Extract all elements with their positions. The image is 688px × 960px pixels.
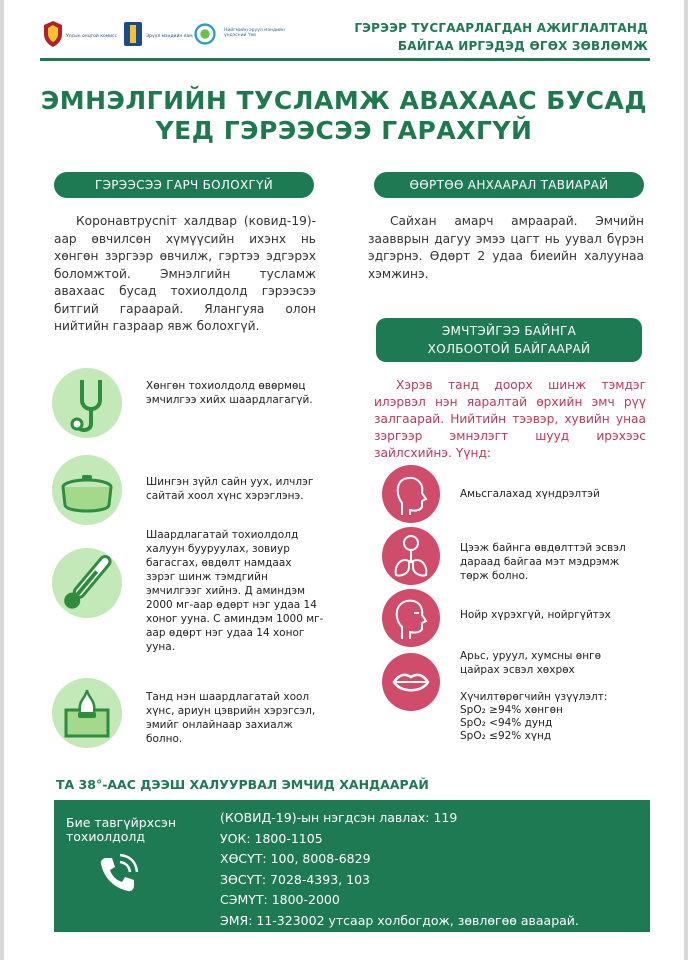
fever-warning: ТА 38°-ААС ДЭЭШ ХАЛУУРВАЛ ЭМЧИД ХАНДААРАЙ	[56, 777, 429, 792]
symptom-3: Нойр хүрэхгүй, нойргүйтэх	[460, 609, 611, 621]
spo2-label: Хүчилтөрөгчийн үзүүлэлт:	[460, 691, 608, 703]
pot-icon-circle	[52, 455, 122, 525]
breathing-face-icon	[382, 465, 440, 523]
phone-icon	[96, 852, 140, 896]
spo2-block	[460, 691, 640, 743]
public-health-center-logo	[194, 20, 304, 54]
header-title-line1: ГЭРЭЭР ТУСГААРЛАГДАН АЖИГЛАЛТАНД	[354, 21, 648, 35]
contact-hosut: ХӨСҮТ: 100, 8008-6829	[220, 851, 371, 866]
logo3-text: Нийгмийн эрүүл мэндийн үндэсний төв	[224, 28, 285, 38]
thermometer-icon-circle	[52, 548, 122, 618]
advice-item-1: Хөнгөн тохиолдолд өвөрмөц эмчилгээ хийх шаардлагагүй.	[146, 380, 313, 406]
thermometer-icon	[52, 548, 122, 618]
lungs-icon-circle	[382, 527, 440, 585]
heading-contact-doctor: ЭМЧТЭЙГЭЭ БАЙНГА ХОЛБООТОЙ БАЙГААРАЙ	[376, 318, 642, 362]
symptom-4: Арьс, уруул, хумсны өнгө цайрах эсвэл хөхрөх	[460, 650, 602, 676]
main-title	[4, 86, 684, 146]
spo2-line-moderate: SpO₂ <94% дунд	[460, 717, 553, 729]
symptom-2: Цээж байнга өвдөлттэй эсвэл дараад байгаа мэт мэдрэмж төрж болно.	[460, 542, 626, 582]
breathing-face-icon-circle	[382, 465, 440, 523]
advice-item-2: Шингэн зүйл сайн уух, илчлэг сайтай хоол хүнс хэрэглэнэ.	[146, 476, 314, 502]
header-title-line2: БАЙГАА ИРГЭДЭД ӨГӨХ ЗӨВЛӨМЖ	[397, 39, 648, 53]
logo2-text: Эрүүл мэндийн яам	[146, 34, 193, 39]
lungs-icon	[382, 527, 440, 585]
sleepy-face-icon-circle	[382, 589, 440, 647]
emergency-commission-logo	[42, 20, 117, 54]
heading-self-care: ӨӨРТӨӨ АНХААРАЛ ТАВИАРАЙ	[374, 172, 644, 198]
soyombo-emblem-icon	[122, 20, 144, 48]
footer-contacts	[54, 800, 650, 932]
globe-emblem-icon	[194, 20, 216, 48]
emergency-label: Бие тавгүйрхсэн тохиолдолд	[66, 815, 176, 844]
pot-icon	[52, 455, 122, 525]
tissue-box-icon	[52, 678, 122, 748]
contact-doctor-paragraph: Хэрэв танд доорх шинж тэмдэг илэрвэл нэн яаралтай өрхийн эмч рүү залгаарай. Нийтийн тээвэр, хувийн унаа зэргээр эмнэлэгт шууд ирэхээс зайлсхийнэ. Үүнд:	[374, 378, 646, 460]
tissue-box-icon-circle	[52, 678, 122, 748]
self-care-paragraph: Сайхан амарч амраарай. Эмчийн заавврын дагуу эмээ цагт нь уувал бүрэн эдгэрнэ. Өдөрт 2 удаа биеийн халуунаа хэмжинэ.	[368, 214, 644, 281]
stethoscope-icon	[52, 368, 122, 438]
logo1-text: Улсын онцгой комисс	[66, 34, 117, 39]
header-title	[354, 19, 648, 55]
spo2-line-severe: SpO₂ ≤92% хүнд	[460, 730, 552, 742]
contact-semut: СЭМҮТ: 1800-2000	[220, 892, 340, 907]
stay-home-paragraph: Коронавтрусniт халдвар (ковид-19)-аар өвчилсөн хүмүүсийн ихэнх нь хөнгөн зэргээр өвчилж, гэртээ эдгэрэх боломжтой. Эмнэлгийн тусламж авахаас бусад тохиолдолд гэрээсээ битгий гараарай. Ялангуяа олон нийтийн газраар явж болохгүй.	[54, 214, 316, 333]
contacts-list	[220, 808, 579, 931]
symptom-1: Амьсгалахад хүндрэлтэй	[460, 488, 600, 500]
stethoscope-icon-circle	[52, 368, 122, 438]
header-divider	[40, 58, 650, 61]
spo2-line-mild: SpO₂ ≥94% хөнгөн	[460, 704, 563, 716]
health-ministry-logo	[122, 20, 192, 54]
lips-icon-circle	[382, 653, 440, 711]
contact-uok: УОК: 1800-1105	[220, 830, 323, 846]
poster-page	[4, 0, 684, 960]
advice-item-3: Шаардлагатай тохиолдолд халуун бууруулах, зовиур багасгах, өвдөлт намдаах зэрэг шинж тэмдгийн эмчилгээг хийнэ. Д аминдэм 2000 мг-аар өдөрт нэг удаа 14 хоног ууна. С аминдэм 1000 мг-аар өдөрт нэг удаа 14 хоног ууна.	[146, 529, 324, 653]
main-title-line1: ЭМНЭЛГИЙН ТУСЛАМЖ АВАХААС БУСАД	[40, 86, 648, 115]
heading-stay-home: ГЭРЭЭСЭЭ ГАРЧ БОЛОХГҮЙ	[54, 172, 314, 198]
advice-item-4: Танд нэн шаардлагатай хоол хүнс, ариун цэврийн хэрэгсэл, эмийг онлайнаар захиалж болно.	[146, 691, 316, 745]
lips-icon	[382, 653, 440, 711]
main-title-line2: ҮЕД ГЭРЭЭСЭЭ ГАРАХГҮЙ	[155, 116, 533, 145]
header	[4, 0, 684, 62]
contact-emya: ЭМЯ: 11-323002 утсаар холбогдож, зөвлөгөө аваарай.	[220, 912, 579, 928]
contact-hotline: (КОВИД-19)-ын нэгдсэн лавлах: 119	[220, 810, 458, 825]
shield-emblem-icon	[42, 20, 64, 48]
contact-zosut: ЗӨСҮТ: 7028-4393, 103	[220, 871, 370, 887]
sleepy-face-icon	[382, 589, 440, 647]
